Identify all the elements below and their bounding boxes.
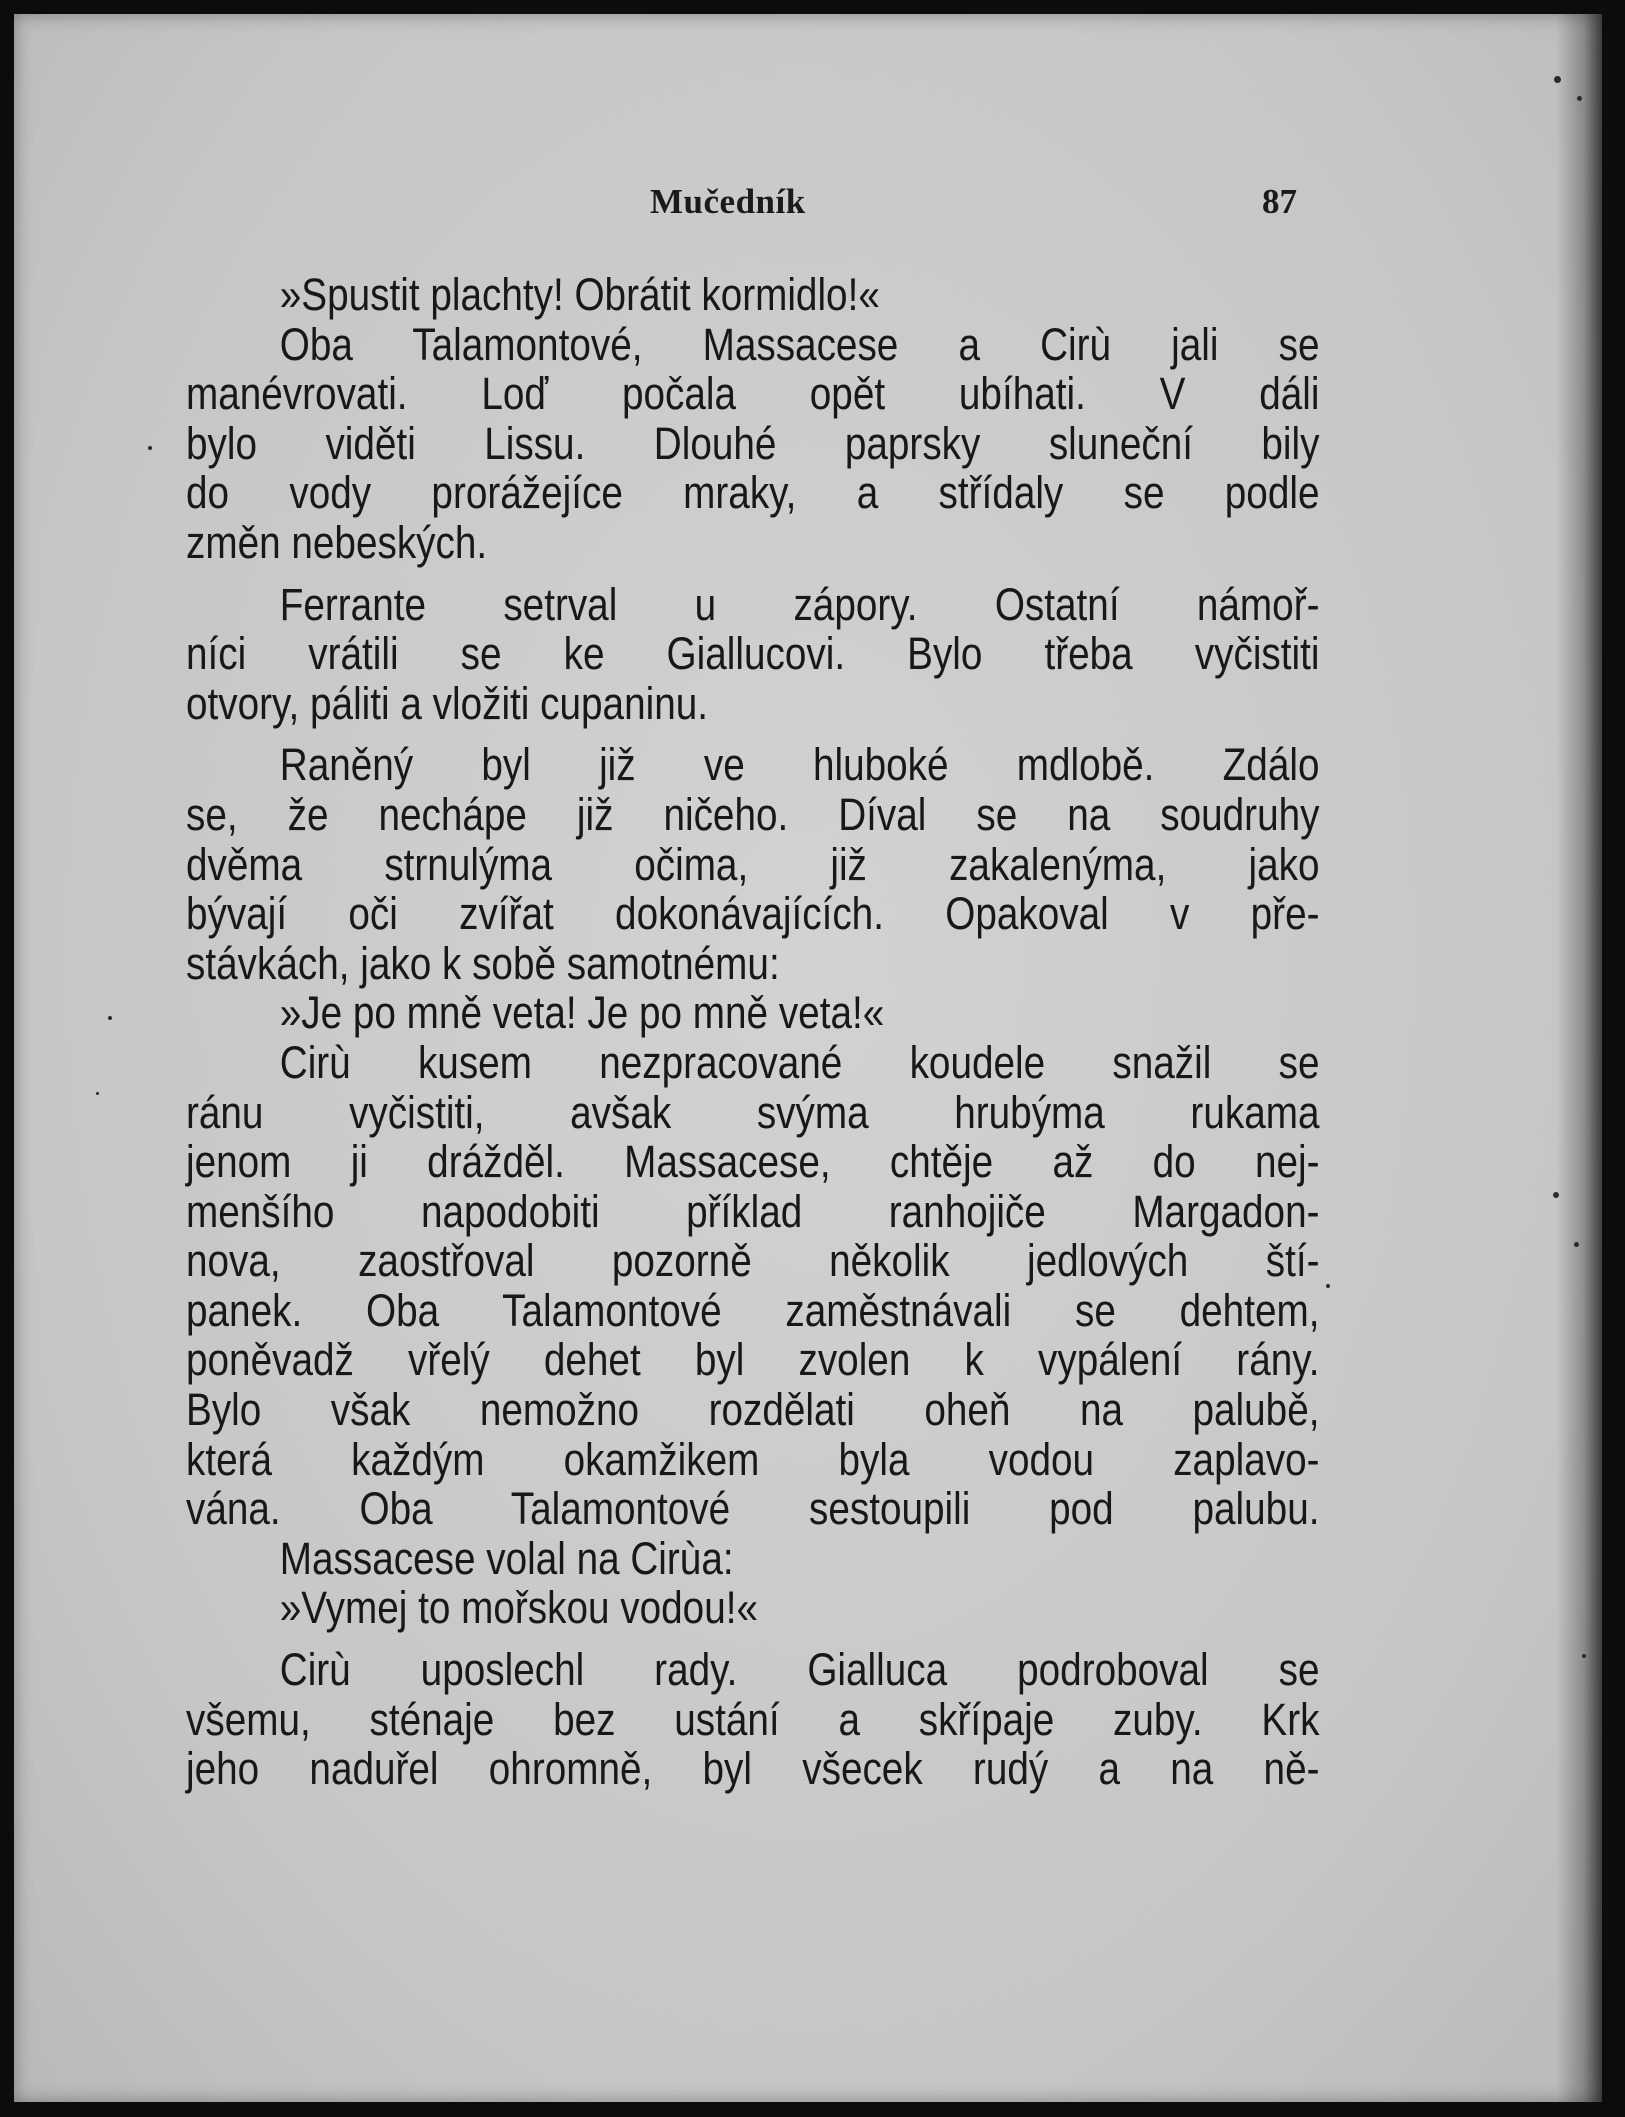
page-edge-shadow: [1556, 14, 1602, 2102]
text-line: bylo viděti Lissu. Dlouhé paprsky sluneční bily: [186, 417, 1320, 469]
text-line: »Je po mně veta! Je po mně veta!«: [279, 987, 885, 1039]
dust-speck: [96, 1092, 99, 1095]
body-text: [186, 269, 1320, 1795]
text-line: Ferrante setrval u zápory. Ostatní námoř-: [279, 578, 1320, 630]
text-line: ránu vyčistiti, avšak svýma hrubýma rukama: [186, 1086, 1320, 1138]
text-line: změn nebeských.: [186, 516, 488, 568]
text-line: »Vymej to mořskou vodou!«: [279, 1582, 758, 1634]
text-line: Cirù kusem nezpracované koudele snažil se: [279, 1036, 1320, 1088]
page-number: 87: [1262, 182, 1297, 221]
text-line: bývají oči zvířat dokonávajících. Opakoval v pře-: [186, 888, 1320, 940]
book-page: [14, 14, 1602, 2102]
text-line: otvory, páliti a vložiti cupaninu.: [186, 677, 709, 729]
dust-speck: [1554, 76, 1561, 83]
running-title: Mučedník: [650, 182, 806, 221]
text-line: jeho naduřel ohromně, byl všecek rudý a na ně-: [186, 1743, 1320, 1795]
dust-speck: [1582, 1654, 1586, 1658]
text-line: Cirù uposlechl rady. Gialluca podroboval se: [279, 1644, 1320, 1696]
dust-speck: [148, 446, 152, 450]
text-line: která každým okamžikem byla vodou zaplavo-: [186, 1433, 1320, 1485]
text-line: níci vrátili se ke Giallucovi. Bylo třeba vyčistiti: [186, 628, 1320, 680]
dust-speck: [1574, 1242, 1579, 1247]
dust-speck: [1326, 1284, 1330, 1288]
text-line: Raněný byl již ve hluboké mdlobě. Zdálo: [279, 739, 1320, 791]
text-line: stávkách, jako k sobě samotnému:: [186, 937, 780, 989]
dust-speck: [1553, 1192, 1559, 1198]
text-line: menšího napodobiti příklad ranhojiče Margadon-: [186, 1185, 1320, 1237]
text-line: Bylo však nemožno rozdělati oheň na palubě,: [186, 1384, 1320, 1436]
text-line: Massacese volal na Cirùa:: [279, 1532, 734, 1584]
text-line: se, že nechápe již ničeho. Díval se na soudruhy: [186, 788, 1320, 840]
text-line: vána. Oba Talamontové sestoupili pod palubu.: [186, 1483, 1320, 1535]
page-header: [14, 182, 1602, 232]
text-line: Oba Talamontové, Massacese a Cirù jali se: [279, 318, 1320, 370]
text-line: »Spustit plachty! Obrátit kormidlo!«: [279, 269, 880, 320]
text-line: panek. Oba Talamontové zaměstnávali se dehtem,: [186, 1284, 1320, 1336]
text-line: poněvadž vřelý dehet byl zvolen k vypálení rány.: [186, 1334, 1320, 1386]
text-line: všemu, sténaje bez ustání a skřípaje zuby. Krk: [186, 1693, 1320, 1745]
text-line: nova, zaostřoval pozorně několik jedlových ští-: [186, 1235, 1320, 1287]
text-line: manévrovati. Loď počala opět ubíhati. V dáli: [186, 368, 1320, 420]
dust-speck: [1577, 96, 1582, 101]
dust-speck: [108, 1016, 112, 1020]
text-line: do vody prorážejíce mraky, a střídaly se podle: [186, 467, 1320, 519]
text-line: jenom ji drážděl. Massacese, chtěje až do nej-: [186, 1136, 1320, 1188]
text-line: dvěma strnulýma očima, již zakalenýma, jako: [186, 838, 1320, 890]
